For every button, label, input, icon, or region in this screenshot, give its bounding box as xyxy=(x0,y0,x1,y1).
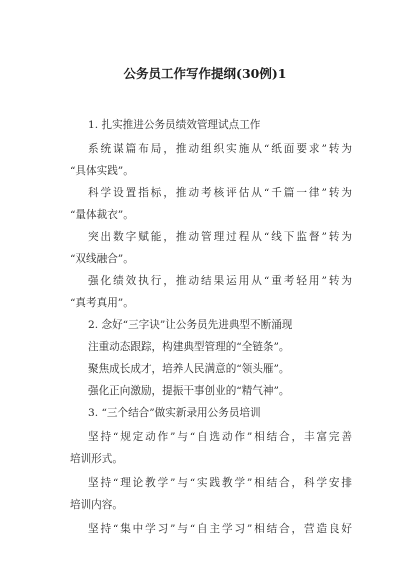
section-heading: 3. “三个结合”做实新录用公务员培训 xyxy=(88,407,261,419)
paragraph-line: 培训内容。 xyxy=(70,499,123,511)
paragraph-line: 强化绩效执行，推动结果运用从“重考轻用”转为 xyxy=(88,275,352,287)
section-heading: 2. 念好“三字诀”让公务员先进典型不断涌现 xyxy=(88,319,293,331)
paragraph-line: 注重动态跟踪，构建典型管理的“全链条”。 xyxy=(88,341,290,353)
section-heading: 1. 扎实推进公务员绩效管理试点工作 xyxy=(88,119,261,131)
document-title: 公务员工作写作提纲(30例)1 xyxy=(123,66,287,81)
paragraph-line: 系统谋篇布局，推动组织实施从“纸面要求”转为 xyxy=(88,143,352,155)
paragraph-line: “双线融合”。 xyxy=(70,253,134,265)
paragraph-line: “真考真用”。 xyxy=(70,297,134,309)
paragraph-line: 坚持“集中学习”与“自主学习”相结合，营造良好 xyxy=(88,523,352,535)
paragraph-line: 培训形式。 xyxy=(70,453,123,465)
paragraph-line: 坚持“规定动作”与“自选动作”相结合，丰富完善 xyxy=(88,431,352,443)
paragraph-line: “具体实践”。 xyxy=(70,165,134,177)
paragraph-line: 突出数字赋能，推动管理过程从“线下监督”转为 xyxy=(88,231,352,243)
paragraph-line: 强化正向激励，提振干事创业的“精气神”。 xyxy=(88,385,290,397)
paragraph-line: 聚焦成长成才，培养人民满意的“领头雁”。 xyxy=(88,363,290,375)
paragraph-line: 坚持“理论教学”与“实践教学”相结合，科学安排 xyxy=(88,477,352,489)
paragraph-line: “量体裁衣”。 xyxy=(70,209,134,221)
paragraph-line: 科学设置指标，推动考核评估从“千篇一律”转为 xyxy=(88,187,352,199)
